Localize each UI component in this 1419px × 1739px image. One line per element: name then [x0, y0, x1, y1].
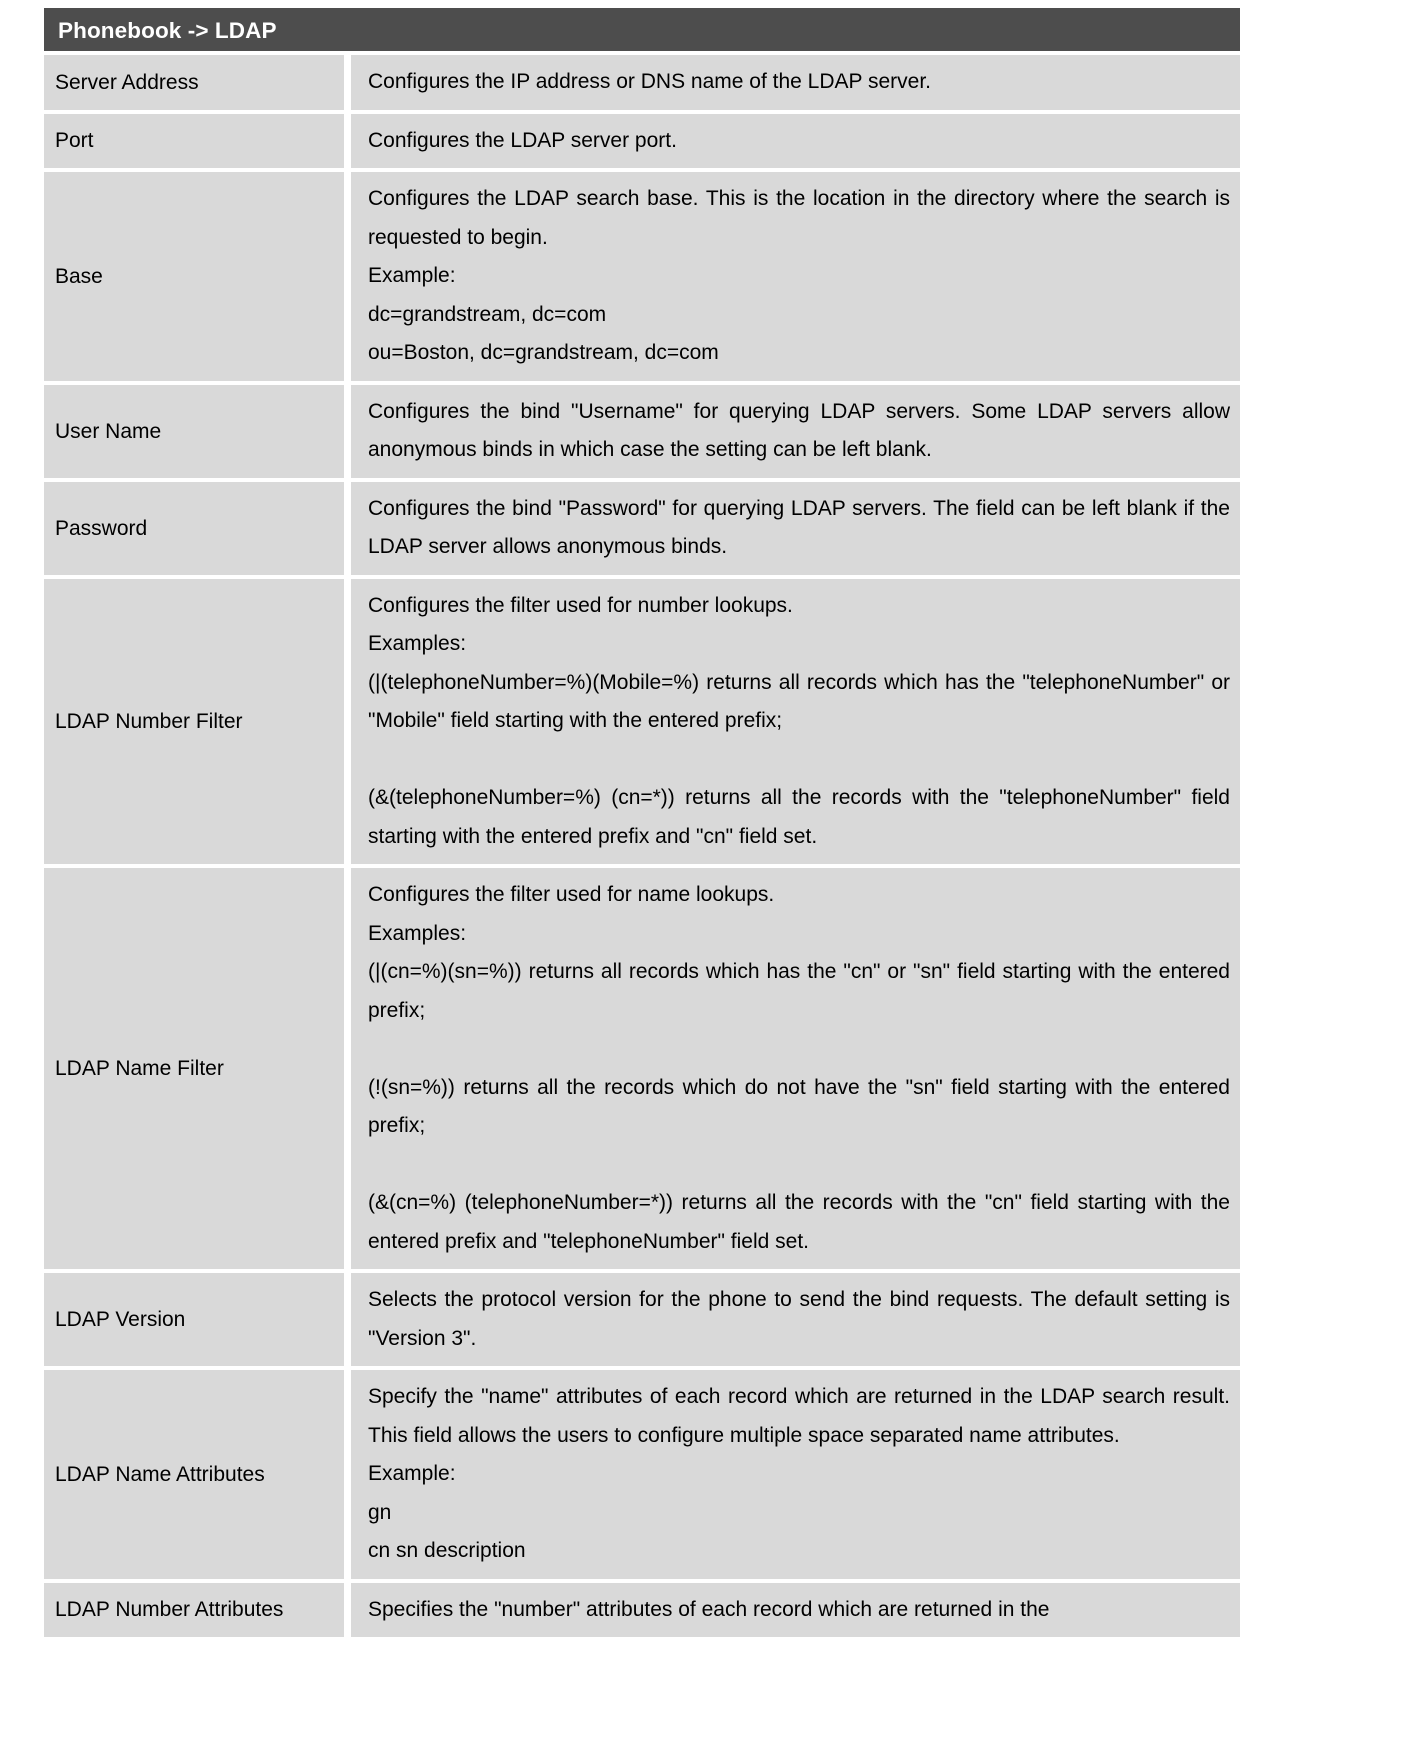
description-paragraph: cn sn description	[368, 1539, 526, 1562]
description-paragraph: Configures the IP address or DNS name of the LDAP server.	[368, 70, 932, 93]
description-paragraph: Examples:	[368, 632, 467, 655]
description-paragraph: Example:	[368, 264, 456, 287]
setting-name-cell: Password	[44, 482, 344, 575]
setting-name-cell: LDAP Number Filter	[44, 579, 344, 865]
table-row	[44, 1370, 1240, 1579]
setting-description-cell	[351, 1583, 1240, 1638]
table-row	[44, 1583, 1240, 1638]
description-paragraph: Examples:	[368, 921, 467, 945]
setting-name-cell: Server Address	[44, 55, 344, 110]
description-paragraph: (&(cn=%) (telephoneNumber=*)) returns all the records with the "cn" field starting with the entered prefix and "telephoneNumber" field set.	[368, 1191, 1230, 1253]
setting-name-cell: LDAP Version	[44, 1273, 344, 1366]
setting-name-cell: Base	[44, 172, 344, 381]
description-paragraph: Configures the LDAP search base. This is the location in the directory where the search is requested to begin.	[368, 187, 1230, 249]
table-body	[44, 55, 1240, 1637]
description-paragraph: Selects the protocol version for the phone to send the bind requests. The default setting is "Version 3".	[368, 1288, 1230, 1350]
description-paragraph: Configures the LDAP server port.	[368, 128, 677, 152]
setting-description-cell	[351, 579, 1240, 865]
description-paragraph: Specify the "name" attributes of each record which are returned in the LDAP search result. This field allows the users to configure multiple space separated name attributes.	[368, 1385, 1230, 1447]
description-paragraph: (&(telephoneNumber=%) (cn=*)) returns all the records with the "telephoneNumber" field starting with the entered prefix and "cn" field set.	[368, 786, 1230, 848]
description-paragraph: Configures the bind "Username" for querying LDAP servers. Some LDAP servers allow anonymous binds in which case the setting can be left blank.	[368, 399, 1230, 461]
setting-description-cell	[351, 482, 1240, 575]
description-paragraph	[368, 741, 1230, 780]
description-paragraph	[368, 1030, 1230, 1069]
table-row	[44, 55, 1240, 110]
description-paragraph: dc=grandstream, dc=com	[368, 302, 607, 326]
ldap-settings-table	[44, 8, 1240, 1637]
table-row	[44, 1273, 1240, 1366]
setting-description-cell	[351, 55, 1240, 110]
table-row	[44, 579, 1240, 865]
description-paragraph: Example:	[368, 1462, 456, 1485]
setting-name-cell: LDAP Name Attributes	[44, 1370, 344, 1579]
description-paragraph: gn	[368, 1500, 392, 1524]
setting-description-cell	[351, 1370, 1240, 1579]
table-row	[44, 114, 1240, 169]
description-paragraph: (|(cn=%)(sn=%)) returns all records which has the "cn" or "sn" field starting with the entered prefix;	[368, 960, 1230, 1022]
table-header-title: Phonebook -> LDAP	[44, 8, 1240, 51]
setting-name-cell: Port	[44, 114, 344, 169]
setting-description-cell	[351, 1273, 1240, 1366]
table-row	[44, 868, 1240, 1269]
description-paragraph: Specifies the "number" attributes of each record which are returned in the	[368, 1597, 1050, 1621]
setting-name-cell: User Name	[44, 385, 344, 478]
setting-name-cell: LDAP Number Attributes	[44, 1583, 344, 1638]
setting-description-cell	[351, 385, 1240, 478]
description-paragraph: Configures the filter used for number lookups.	[368, 593, 793, 617]
description-paragraph: Configures the bind "Password" for querying LDAP servers. The field can be left blank if the LDAP server allows anonymous binds.	[368, 496, 1230, 558]
description-paragraph	[368, 1146, 1230, 1185]
table-row	[44, 385, 1240, 478]
setting-name-cell: LDAP Name Filter	[44, 868, 344, 1269]
description-paragraph: Configures the filter used for name lookups.	[368, 883, 775, 906]
setting-description-cell	[351, 172, 1240, 381]
description-paragraph: (!(sn=%)) returns all the records which do not have the "sn" field starting with the entered prefix;	[368, 1075, 1230, 1137]
setting-description-cell	[351, 868, 1240, 1269]
setting-description-cell	[351, 114, 1240, 169]
table-row	[44, 172, 1240, 381]
description-paragraph: ou=Boston, dc=grandstream, dc=com	[368, 341, 719, 364]
description-paragraph: (|(telephoneNumber=%)(Mobile=%) returns all records which has the "telephoneNumber" or "Mobile" field starting with the entered prefix;	[368, 670, 1230, 732]
table-row	[44, 482, 1240, 575]
